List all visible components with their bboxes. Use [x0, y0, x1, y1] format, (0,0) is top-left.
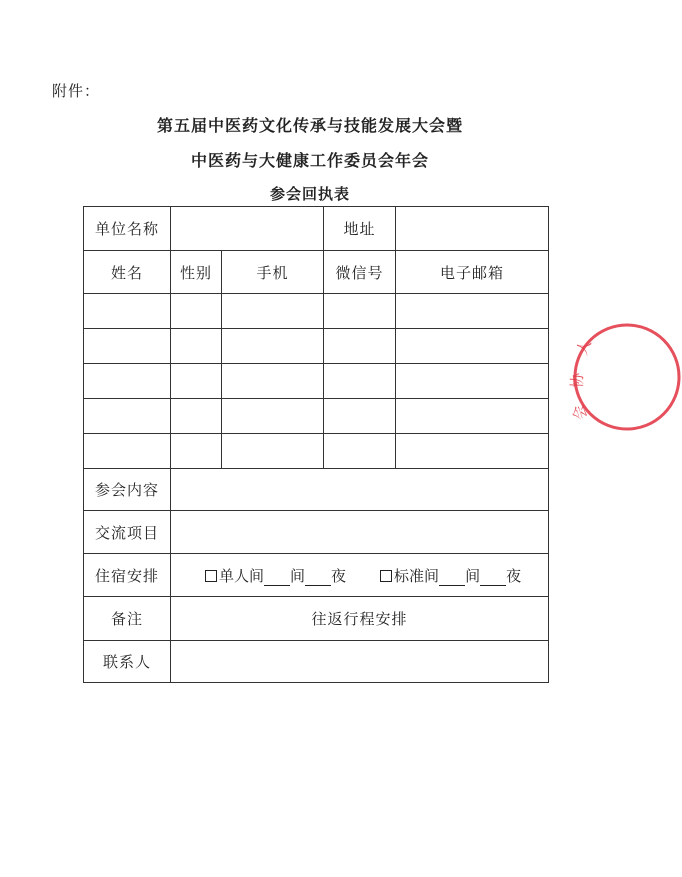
lodging-label: 住宿安排 [84, 554, 171, 597]
lodging-row [84, 554, 549, 597]
wechat-cell[interactable] [324, 294, 396, 329]
standard-room-count-blank[interactable] [439, 571, 465, 586]
name-cell[interactable] [84, 399, 171, 434]
remarks-row [84, 597, 549, 641]
standard-night-count-blank[interactable] [480, 571, 506, 586]
attendee-row [84, 434, 549, 469]
wechat-cell[interactable] [324, 399, 396, 434]
title-line-2: 中医药与大健康工作委员会年会 [190, 151, 429, 170]
attachment-label: 附件： [52, 82, 101, 100]
standard-room-label: 标准间 [394, 566, 440, 585]
attendee-row [84, 364, 549, 399]
svg-text:会: 会 [569, 402, 591, 423]
standard-room-checkbox[interactable] [380, 570, 392, 582]
title-line-1: 第五届中医药文化传承与技能发展大会暨 [156, 116, 463, 135]
exchange-field[interactable] [171, 511, 549, 554]
name-cell[interactable] [84, 364, 171, 399]
exchange-row [84, 511, 549, 554]
name-cell[interactable] [84, 294, 171, 329]
single-room-count-blank[interactable] [264, 571, 290, 586]
name-cell[interactable] [84, 434, 171, 469]
email-cell[interactable] [396, 294, 549, 329]
mobile-cell[interactable] [222, 294, 324, 329]
standard-night-unit: 夜 [506, 566, 522, 585]
header-mobile: 手机 [222, 251, 324, 294]
lodging-options [171, 554, 549, 597]
gender-cell[interactable] [171, 434, 222, 469]
single-room-label: 单人间 [219, 566, 265, 585]
remarks-value: 往返行程安排 [171, 597, 549, 641]
single-night-count-blank[interactable] [305, 571, 331, 586]
gender-cell[interactable] [171, 364, 222, 399]
wechat-cell[interactable] [324, 434, 396, 469]
gender-cell[interactable] [171, 294, 222, 329]
header-gender: 性别 [171, 251, 222, 294]
content-field[interactable] [171, 469, 549, 511]
attendee-row [84, 399, 549, 434]
attendee-row [84, 294, 549, 329]
email-cell[interactable] [396, 329, 549, 364]
header-wechat: 微信号 [324, 251, 396, 294]
content-row [84, 469, 549, 511]
unit-row [84, 207, 549, 251]
wechat-cell[interactable] [324, 329, 396, 364]
header-name: 姓名 [84, 251, 171, 294]
unit-name-field[interactable] [171, 207, 324, 251]
contact-row [84, 641, 549, 683]
mobile-cell[interactable] [222, 329, 324, 364]
gender-cell[interactable] [171, 329, 222, 364]
gender-cell[interactable] [171, 399, 222, 434]
address-label: 地址 [324, 207, 396, 251]
single-night-unit: 夜 [331, 566, 347, 585]
email-cell[interactable] [396, 434, 549, 469]
header-email: 电子邮箱 [396, 251, 549, 294]
mobile-cell[interactable] [222, 364, 324, 399]
contact-label: 联系人 [84, 641, 171, 683]
address-field[interactable] [396, 207, 549, 251]
mobile-cell[interactable] [222, 434, 324, 469]
contact-field[interactable] [171, 641, 549, 683]
email-cell[interactable] [396, 399, 549, 434]
official-seal-stamp [568, 318, 682, 436]
email-cell[interactable] [396, 364, 549, 399]
svg-text:人: 人 [572, 337, 595, 358]
attendee-row [84, 329, 549, 364]
form-title: 参会回执表 [269, 185, 350, 203]
remarks-label: 备注 [84, 597, 171, 641]
name-cell[interactable] [84, 329, 171, 364]
content-label: 参会内容 [84, 469, 171, 511]
mobile-cell[interactable] [222, 399, 324, 434]
single-room-unit: 间 [290, 566, 306, 585]
unit-name-label: 单位名称 [84, 207, 171, 251]
standard-room-unit: 间 [465, 566, 481, 585]
wechat-cell[interactable] [324, 364, 396, 399]
header-row [84, 251, 549, 294]
registration-form-table [83, 206, 549, 683]
exchange-label: 交流项目 [84, 511, 171, 554]
svg-text:协: 协 [568, 372, 587, 389]
single-room-checkbox[interactable] [205, 570, 217, 582]
